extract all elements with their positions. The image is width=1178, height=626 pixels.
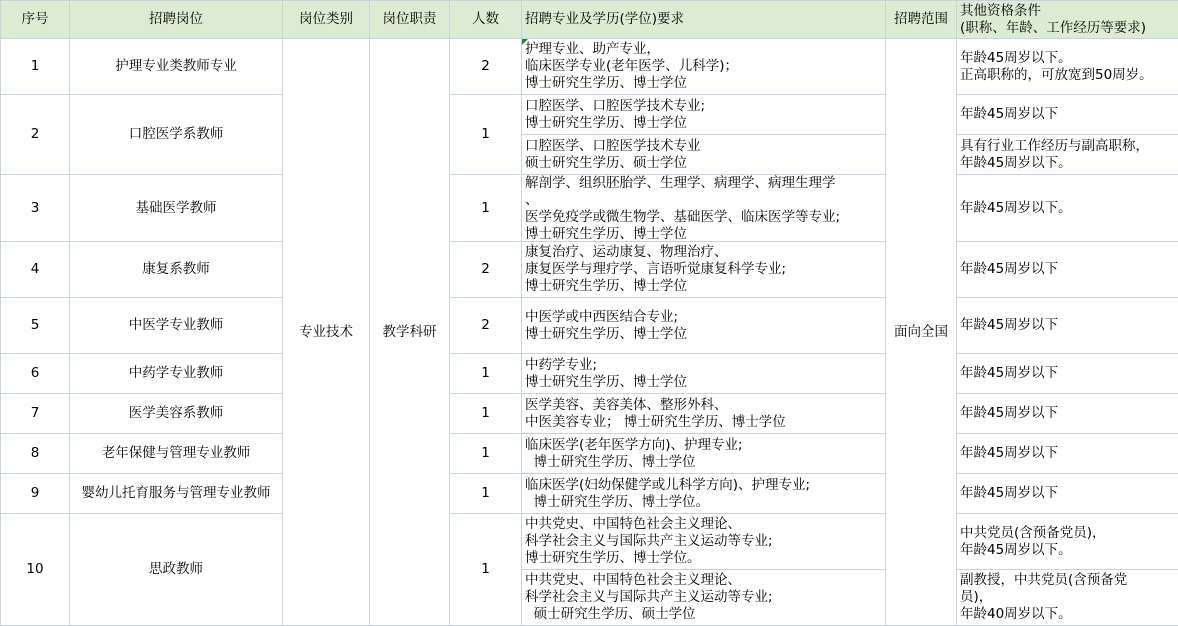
cell-position: 中药学专业教师 bbox=[70, 354, 283, 394]
major-line: 中药学专业; bbox=[525, 357, 885, 374]
major-line: 解剖学、组织胚胎学、生理学、病理学、病理生理学 bbox=[525, 175, 885, 192]
major-line: 医学美容、美容美体、整形外科、 bbox=[525, 397, 885, 414]
major-line: 博士研究生学历、博士学位 bbox=[525, 454, 885, 471]
cell-count: 1 bbox=[450, 175, 522, 242]
other-line: 正高职称的，可放宽到50周岁。 bbox=[960, 67, 1178, 84]
major-line: 博士研究生学历、博士学位 bbox=[525, 278, 885, 295]
major-line: 博士研究生学历、博士学位 bbox=[525, 326, 885, 343]
major-line: 博士研究生学历、博士学位 bbox=[525, 75, 885, 92]
other-line: 具有行业工作经历与副高职称， bbox=[960, 138, 1178, 155]
other-line: 中共党员(含预备党员)， bbox=[960, 525, 1178, 542]
cell-other: 年龄45周岁以下 bbox=[957, 298, 1178, 354]
other-line: 年龄45周岁以下 bbox=[960, 106, 1178, 123]
major-line: 科学社会主义与国际共产主义运动等专业; bbox=[525, 533, 885, 550]
other-line: 副教授，中共党员(含预备党 bbox=[960, 572, 1178, 589]
cell-other: 年龄45周岁以下 bbox=[957, 354, 1178, 394]
cell-other: 年龄45周岁以下 bbox=[957, 394, 1178, 434]
cell-major bbox=[522, 394, 886, 434]
major-line: 中共党史、中国特色社会主义理论、 bbox=[525, 572, 885, 589]
major-line: 临床医学(老年医学方向)、护理专业; bbox=[525, 437, 885, 454]
major-line: 临床医学专业(老年医学、儿科学)； bbox=[525, 58, 885, 75]
table-row bbox=[1, 39, 1178, 95]
cell-seq: 7 bbox=[1, 394, 70, 434]
major-line: 护理专业、助产专业， bbox=[525, 41, 885, 58]
major-line: 中医美容专业； 博士研究生学历、博士学位 bbox=[525, 414, 885, 431]
header-other bbox=[957, 1, 1178, 39]
major-line: 硕士研究生学历、硕士学位 bbox=[525, 606, 885, 623]
cell-position: 护理专业类教师专业 bbox=[70, 39, 283, 95]
cell-other: 年龄45周岁以下 bbox=[957, 474, 1178, 514]
cell-seq: 2 bbox=[1, 95, 70, 175]
other-line: 员)， bbox=[960, 589, 1178, 606]
header-count: 人数 bbox=[450, 1, 522, 39]
cell-position: 医学美容系教师 bbox=[70, 394, 283, 434]
cell-other bbox=[957, 570, 1178, 626]
other-line: 年龄45周岁以下。 bbox=[960, 155, 1178, 172]
header-other-line: (职称、年龄、工作经历等要求) bbox=[960, 20, 1178, 37]
major-line: 康复治疗、运动康复、物理治疗、 bbox=[525, 244, 885, 261]
major-line: 中共党史、中国特色社会主义理论、 bbox=[525, 516, 885, 533]
cell-major bbox=[522, 434, 886, 474]
header-other-line: 其他资格条件 bbox=[960, 3, 1178, 20]
cell-position: 中医学专业教师 bbox=[70, 298, 283, 354]
cell-major bbox=[522, 298, 886, 354]
table-row bbox=[1, 394, 1178, 434]
major-line: 临床医学(妇幼保健学或儿科学方向)、护理专业; bbox=[525, 477, 885, 494]
other-line: 年龄45周岁以下。 bbox=[960, 542, 1178, 559]
header-major: 招聘专业及学历(学位)要求 bbox=[522, 1, 886, 39]
cell-major bbox=[522, 474, 886, 514]
table-row bbox=[1, 514, 1178, 570]
major-line: 口腔医学、口腔医学技术专业; bbox=[525, 98, 885, 115]
cell-count: 1 bbox=[450, 434, 522, 474]
cell-other bbox=[957, 95, 1178, 135]
cell-position: 思政教师 bbox=[70, 514, 283, 626]
major-line: 科学社会主义与国际共产主义运动等专业; bbox=[525, 589, 885, 606]
cell-position: 婴幼儿托育服务与管理专业教师 bbox=[70, 474, 283, 514]
table-row bbox=[1, 95, 1178, 135]
cell-other: 年龄45周岁以下 bbox=[957, 434, 1178, 474]
cell-seq: 6 bbox=[1, 354, 70, 394]
major-line: 医学免疫学或微生物学、基础医学、临床医学等专业; bbox=[525, 209, 885, 226]
cell-count: 1 bbox=[450, 474, 522, 514]
major-line: 博士研究生学历、博士学位。 bbox=[525, 494, 885, 511]
major-line: 博士研究生学历、博士学位。 bbox=[525, 550, 885, 567]
cell-count: 1 bbox=[450, 514, 522, 626]
cell-position: 口腔医学系教师 bbox=[70, 95, 283, 175]
cell-major bbox=[522, 135, 886, 175]
table-row bbox=[1, 242, 1178, 298]
cell-major bbox=[522, 39, 886, 95]
major-line: 博士研究生学历、博士学位 bbox=[525, 374, 885, 391]
major-line: 口腔医学、口腔医学技术专业 bbox=[525, 138, 885, 155]
cell-other: 年龄45周岁以下 bbox=[957, 242, 1178, 298]
cell-seq: 5 bbox=[1, 298, 70, 354]
cell-seq: 4 bbox=[1, 242, 70, 298]
cell-major bbox=[522, 354, 886, 394]
cell-count: 1 bbox=[450, 95, 522, 175]
major-line: 博士研究生学历、博士学位 bbox=[525, 115, 885, 132]
cell-seq: 3 bbox=[1, 175, 70, 242]
cell-major bbox=[522, 570, 886, 626]
table-row bbox=[1, 175, 1178, 242]
cell-count: 1 bbox=[450, 354, 522, 394]
major-line: 康复医学与理疗学、言语听觉康复科学专业; bbox=[525, 261, 885, 278]
major-line: 博士研究生学历、博士学位 bbox=[525, 226, 885, 240]
comment-marker-icon bbox=[522, 39, 528, 45]
major-line: 中医学或中西医结合专业; bbox=[525, 309, 885, 326]
cell-count: 1 bbox=[450, 394, 522, 434]
cell-other bbox=[957, 39, 1178, 95]
table-row bbox=[1, 298, 1178, 354]
header-category: 岗位类别 bbox=[283, 1, 370, 39]
cell-seq: 8 bbox=[1, 434, 70, 474]
other-line: 年龄40周岁以下。 bbox=[960, 606, 1178, 623]
cell-major bbox=[522, 242, 886, 298]
cell-count: 2 bbox=[450, 39, 522, 95]
cell-position: 老年保健与管理专业教师 bbox=[70, 434, 283, 474]
cell-major bbox=[522, 95, 886, 135]
cell-major bbox=[522, 175, 886, 242]
cell-other bbox=[957, 514, 1178, 570]
other-line: 年龄45周岁以下。 bbox=[960, 50, 1178, 67]
cell-seq: 10 bbox=[1, 514, 70, 626]
cell-duty: 教学科研 bbox=[370, 39, 450, 626]
header-position: 招聘岗位 bbox=[70, 1, 283, 39]
header-duty: 岗位职责 bbox=[370, 1, 450, 39]
header-row bbox=[1, 1, 1178, 39]
table-row bbox=[1, 474, 1178, 514]
cell-position: 康复系教师 bbox=[70, 242, 283, 298]
cell-seq: 9 bbox=[1, 474, 70, 514]
cell-category: 专业技术 bbox=[283, 39, 370, 626]
table-row bbox=[1, 434, 1178, 474]
cell-count: 2 bbox=[450, 242, 522, 298]
table-row bbox=[1, 354, 1178, 394]
major-line: 、 bbox=[525, 192, 885, 209]
cell-count: 2 bbox=[450, 298, 522, 354]
cell-major bbox=[522, 514, 886, 570]
header-seq: 序号 bbox=[1, 1, 70, 39]
cell-scope: 面向全国 bbox=[886, 39, 957, 626]
major-line: 硕士研究生学历、硕士学位 bbox=[525, 155, 885, 172]
header-scope: 招聘范围 bbox=[886, 1, 957, 39]
cell-other: 年龄45周岁以下。 bbox=[957, 175, 1178, 242]
cell-other bbox=[957, 135, 1178, 175]
cell-position: 基础医学教师 bbox=[70, 175, 283, 242]
cell-seq: 1 bbox=[1, 39, 70, 95]
